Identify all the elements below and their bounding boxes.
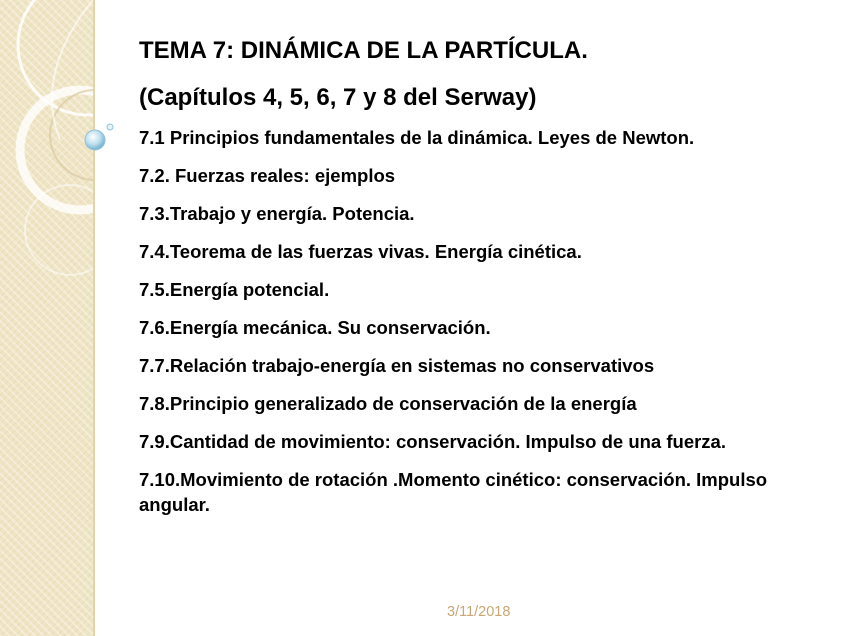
footer-date: 3/11/2018 bbox=[447, 604, 511, 620]
topic-item: 7.9.Cantidad de movimiento: conservación. Impulso de una fuerza. bbox=[139, 431, 726, 452]
swirl-decoration bbox=[0, 0, 93, 636]
slide-content bbox=[139, 36, 819, 530]
slide-subtitle: (Capítulos 4, 5, 6, 7 y 8 del Serway) bbox=[139, 84, 537, 111]
topic-item: 7.7.Relación trabajo-energía en sistemas no conservativos bbox=[139, 355, 655, 376]
topic-item: 7.4.Teorema de las fuerzas vivas. Energía cinética. bbox=[139, 241, 582, 262]
topic-item: 7.2. Fuerzas reales: ejemplos bbox=[139, 165, 396, 186]
orb-icon bbox=[78, 121, 118, 161]
sidebar-edge bbox=[93, 0, 95, 636]
topic-item: 7.5.Energía potencial. bbox=[139, 279, 330, 300]
topic-item: 7.8.Principio generalizado de conservación de la energía bbox=[139, 393, 637, 414]
topic-item: 7.6.Energía mecánica. Su conservación. bbox=[139, 317, 491, 338]
slide-title: TEMA 7: DINÁMICA DE LA PARTÍCULA. bbox=[139, 37, 588, 64]
topic-item: 7.3.Trabajo y energía. Potencia. bbox=[139, 203, 415, 224]
topic-item: 7.10.Movimiento de rotación .Momento cinético: conservación. Impulso angular. bbox=[139, 469, 768, 515]
topic-item: 7.1 Principios fundamentales de la dinámica. Leyes de Newton. bbox=[139, 127, 695, 148]
topic-list bbox=[139, 125, 819, 517]
decorative-sidebar bbox=[0, 0, 93, 636]
